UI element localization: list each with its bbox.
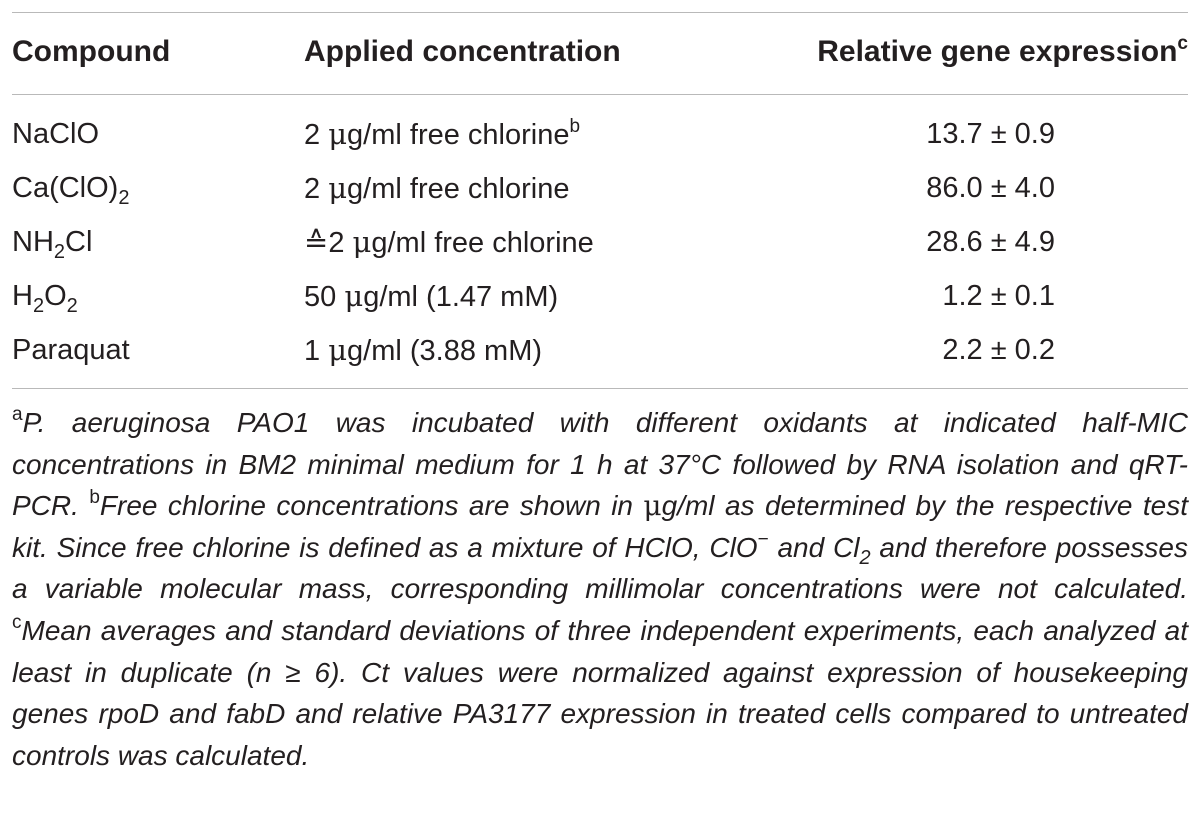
concentration-value: 2 <box>304 173 329 205</box>
mu-symbol: μ <box>344 279 364 313</box>
concentration-cell <box>304 161 569 216</box>
expression-cell: 1.2 ± 0.1 <box>942 280 1055 312</box>
concentration-cell <box>304 323 542 378</box>
header-compound: Compound <box>12 35 171 68</box>
footnote-b-text-cont: and Cl <box>768 531 860 563</box>
header-relative-gene-expression <box>817 32 1188 72</box>
mu-symbol: μ <box>328 117 348 151</box>
concentration-value: 1 <box>304 335 329 367</box>
table-row <box>0 269 1200 323</box>
compound-name: H <box>12 280 33 312</box>
compound-name: NH <box>12 226 54 258</box>
compound-name: Ca(ClO) <box>12 172 119 204</box>
header-expression-text: Relative gene expression <box>817 35 1178 68</box>
table-footnotes <box>12 402 1188 776</box>
concentration-value: 2 <box>328 227 353 259</box>
mu-symbol: μ <box>328 333 348 367</box>
mu-symbol: μ <box>352 225 372 259</box>
concentration-unit: g/ml (3.88 mM) <box>347 335 543 367</box>
compound-cell <box>12 215 92 269</box>
expression-cell: 2.2 ± 0.2 <box>942 334 1055 366</box>
concentration-cell <box>304 107 580 162</box>
compound-cell <box>12 323 130 377</box>
chlorine-subscript: 2 <box>859 546 871 569</box>
compound-cell <box>12 269 78 323</box>
concentration-unit: g/ml free chlorine <box>347 119 570 151</box>
compound-name-suffix: Cl <box>65 226 93 258</box>
footnote-b-text: Free chlorine concentrations are shown in <box>99 490 644 522</box>
compound-cell <box>12 161 129 215</box>
concentration-cell <box>304 269 558 324</box>
concentration-unit: g/ml free chlorine <box>371 227 594 259</box>
concentration-cell <box>304 215 594 270</box>
footnote-b-text-cont: g/ml as determined by the respective test kit. Since free chlorine is defined as a mixture of HClO, ClO <box>12 490 1188 563</box>
compound-subscript: 2 <box>53 241 66 263</box>
footnote-c-text: Mean averages and standard deviations of three independent experiments, each analyzed at least in duplicate (n ≥ 6). Ct values were normalized against expression of housekeeping genes rpoD and fabD and relative PA3177 expression in treated cells compared to untreated controls was calculated. <box>12 614 1188 771</box>
expression-cell: 86.0 ± 4.0 <box>926 172 1055 204</box>
table-top-rule <box>12 12 1188 13</box>
compound-cell <box>12 107 99 161</box>
superscript-minus: − <box>757 528 769 550</box>
compound-name-suffix: O <box>44 280 67 312</box>
table-row <box>0 215 1200 269</box>
compound-name: Paraquat <box>12 334 130 366</box>
footnote-marker-b: b <box>569 116 581 137</box>
concentration-unit: g/ml (1.47 mM) <box>363 281 559 313</box>
table-header-rule <box>12 94 1188 95</box>
footnote-a-marker: a <box>12 404 23 425</box>
table-row <box>0 161 1200 215</box>
expression-cell: 13.7 ± 0.9 <box>926 118 1055 150</box>
compound-subscript: 2 <box>118 187 130 209</box>
concentration-value: 50 <box>304 281 345 313</box>
compound-subscript: 2 <box>32 295 45 317</box>
table-row <box>0 107 1200 161</box>
footnote-marker-c: c <box>1177 33 1188 54</box>
concentration-unit: g/ml free chlorine <box>347 173 570 205</box>
mu-symbol: μ <box>328 171 348 205</box>
header-applied-concentration: Applied concentration <box>304 35 621 68</box>
compound-subscript-2: 2 <box>66 295 78 317</box>
compound-name: NaClO <box>12 118 100 150</box>
corresponds-to-symbol: ≙ <box>304 225 329 259</box>
table-row <box>0 323 1200 377</box>
footnote-a-text: P. aeruginosa PAO1 was incubated with different oxidants at indicated half-MIC concentrations in BM2 minimal medium for 1 h at 37°C followed by RNA isolation and qRT-PCR. <box>12 407 1188 522</box>
footnote-c-marker: c <box>12 611 22 633</box>
footnote-b-text-cont: and therefore possesses a variable molecular mass, corresponding millimolar concentrations were not calculated. <box>12 531 1188 605</box>
table-bottom-rule <box>12 388 1188 389</box>
footnote-b-marker: b <box>89 487 100 509</box>
concentration-value: 2 <box>304 119 329 151</box>
expression-cell: 28.6 ± 4.9 <box>926 226 1055 258</box>
mu-symbol: μ <box>643 489 662 523</box>
